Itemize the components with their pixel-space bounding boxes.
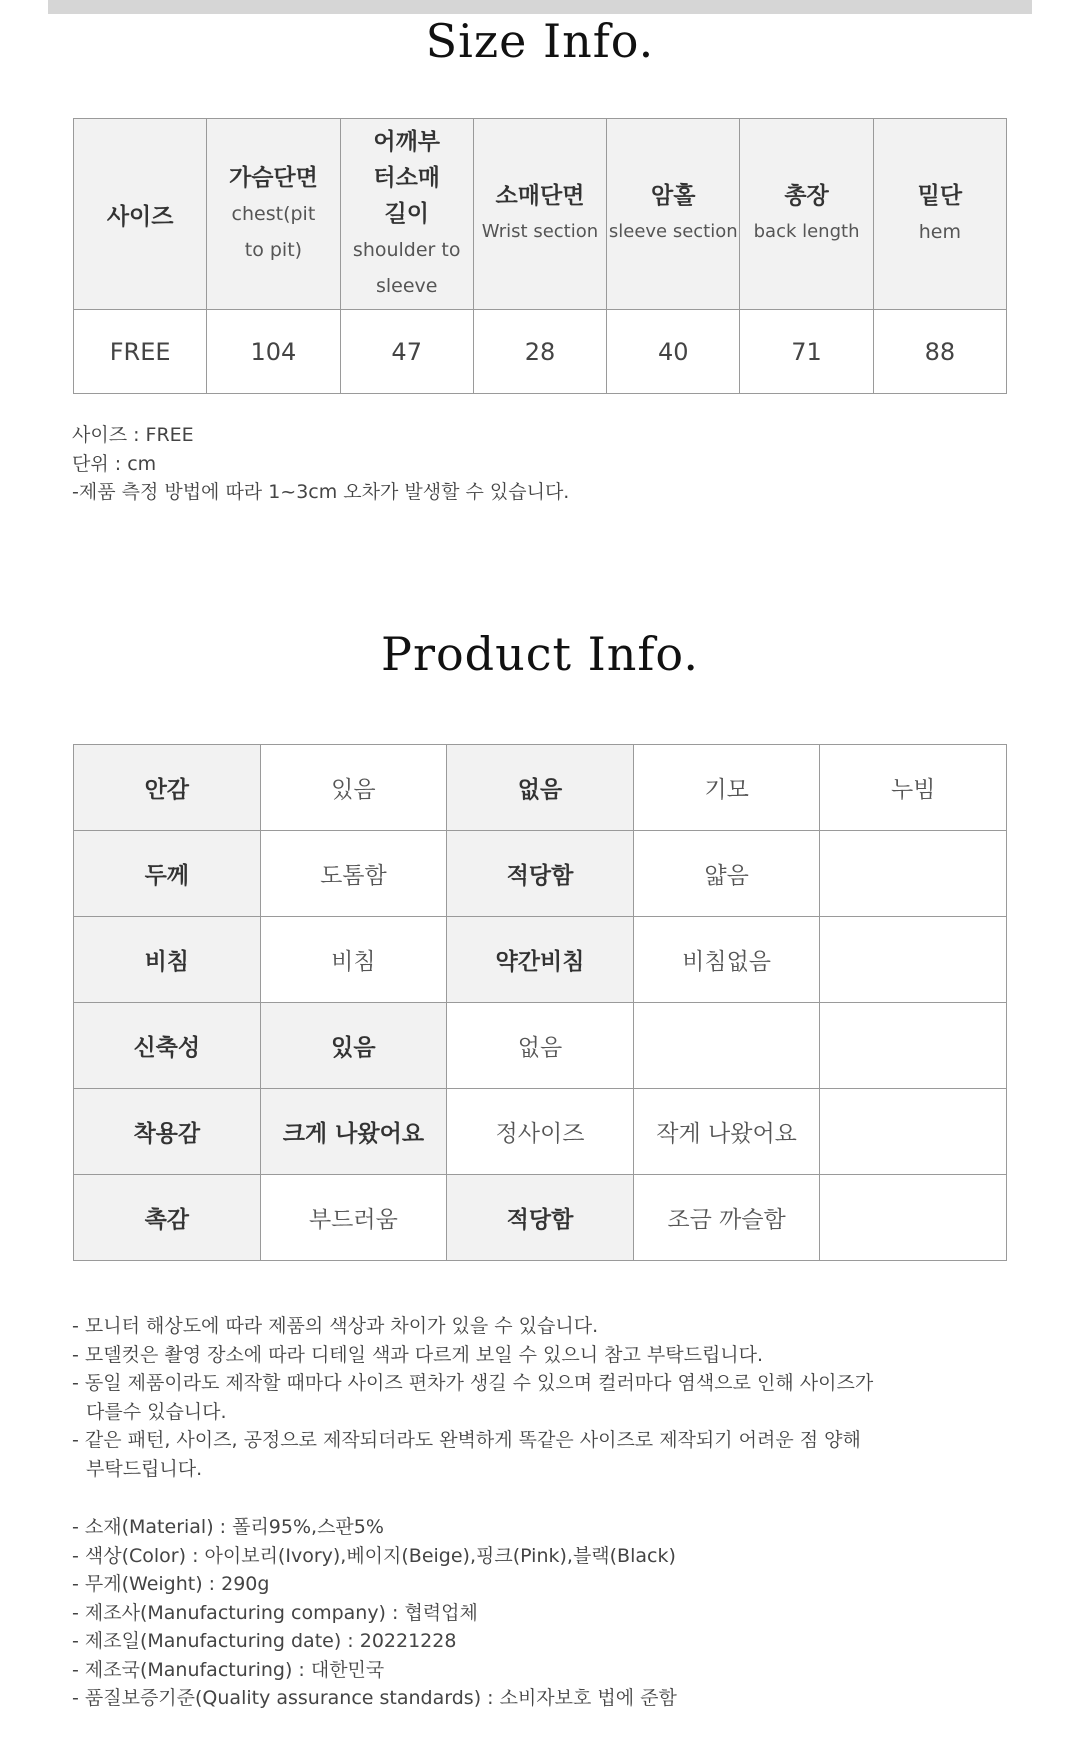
spec-line-quality-standard: - 품질보증기준(Quality assurance standards) : 소비자보호 법에 준함 bbox=[72, 1687, 677, 1709]
size-info-title: Size Info. bbox=[425, 14, 655, 68]
spec-line-material: - 소재(Material) : 폴리95%,스판5% bbox=[72, 1516, 384, 1538]
size-note-line: 사이즈 : FREE bbox=[72, 424, 194, 446]
size-note-line: 단위 : cm bbox=[72, 452, 157, 475]
product-row-option bbox=[820, 1003, 1007, 1089]
product-row-label: 비침 bbox=[74, 917, 261, 1003]
product-row-option: 없음 bbox=[447, 1003, 634, 1089]
spec-notes bbox=[72, 1513, 677, 1713]
size-header-hem: 밑단 hem bbox=[873, 119, 1006, 310]
product-row-option: 조금 까슬함 bbox=[633, 1175, 820, 1261]
product-row-option bbox=[633, 1003, 820, 1089]
size-table-header-row bbox=[74, 119, 1007, 310]
size-header-total-length: 총장 back length bbox=[740, 119, 873, 310]
caution-line: - 모니터 해상도에 따라 제품의 색상과 차이가 있을 수 있습니다. bbox=[72, 1315, 599, 1337]
product-table-row bbox=[74, 745, 1007, 831]
product-table-row bbox=[74, 831, 1007, 917]
product-table bbox=[73, 744, 1007, 1261]
size-note-line: -제품 측정 방법에 따라 1~3cm 오차가 발생할 수 있습니다. bbox=[72, 481, 570, 503]
caution-line: - 동일 제품이라도 제작할 때마다 사이즈 편차가 생길 수 있으며 컬러마다 염색으로 인해 사이즈가 bbox=[72, 1372, 874, 1394]
spec-line-color: - 색상(Color) : 아이보리(Ivory),베이지(Beige),핑크(Pink),블랙(Black) bbox=[72, 1544, 676, 1567]
size-value-armhole: 40 bbox=[607, 310, 740, 394]
product-row-label: 안감 bbox=[74, 745, 261, 831]
size-table bbox=[73, 118, 1007, 394]
size-value-hem: 88 bbox=[873, 310, 1006, 394]
product-row-option: 약간비침 bbox=[447, 917, 634, 1003]
size-header-chest: 가슴단면 chest(pit to pit) bbox=[207, 119, 340, 310]
product-row-label: 두께 bbox=[74, 831, 261, 917]
product-row-label: 촉감 bbox=[74, 1175, 261, 1261]
caution-line: 다를수 있습니다. bbox=[86, 1400, 227, 1423]
product-row-option bbox=[820, 917, 1007, 1003]
product-row-option: 있음 bbox=[260, 745, 447, 831]
product-row-option bbox=[820, 1089, 1007, 1175]
product-row-option: 정사이즈 bbox=[447, 1089, 634, 1175]
product-row-option: 있음 bbox=[260, 1003, 447, 1089]
spec-line-manufacture-date: - 제조일(Manufacturing date) : 20221228 bbox=[72, 1630, 457, 1652]
product-row-option: 기모 bbox=[633, 745, 820, 831]
size-value-shoulder-to-sleeve: 47 bbox=[340, 310, 473, 394]
product-row-option: 도톰함 bbox=[260, 831, 447, 917]
product-row-option bbox=[820, 1175, 1007, 1261]
product-row-option: 없음 bbox=[447, 745, 634, 831]
product-row-option: 적당함 bbox=[447, 831, 634, 917]
spec-line-manufacturer: - 제조사(Manufacturing company) : 협력업체 bbox=[72, 1601, 478, 1624]
product-row-option: 얇음 bbox=[633, 831, 820, 917]
size-value-wrist: 28 bbox=[473, 310, 606, 394]
size-header-armhole: 암홀 sleeve section bbox=[607, 119, 740, 310]
product-row-option: 크게 나왔어요 bbox=[260, 1089, 447, 1175]
caution-line: - 같은 패턴, 사이즈, 공정으로 제작되더라도 완벽하게 똑같은 사이즈로 제작되기 어려운 점 양해 bbox=[72, 1429, 861, 1451]
product-info-title: Product Info. bbox=[381, 627, 699, 681]
product-row-option: 비침 bbox=[260, 917, 447, 1003]
size-header-shoulder-to-sleeve: 어깨부터소매길이 shoulder to sleeve bbox=[340, 119, 473, 310]
caution-line: 부탁드립니다. bbox=[86, 1457, 203, 1480]
size-value-total-length: 71 bbox=[740, 310, 873, 394]
spec-line-weight: - 무게(Weight) : 290g bbox=[72, 1573, 270, 1595]
size-table-value-row bbox=[74, 310, 1007, 394]
product-table-row bbox=[74, 1089, 1007, 1175]
size-value-size: FREE bbox=[74, 310, 207, 394]
product-row-option: 누빔 bbox=[820, 745, 1007, 831]
product-table-row bbox=[74, 917, 1007, 1003]
product-table-row bbox=[74, 1175, 1007, 1261]
product-row-option: 부드러움 bbox=[260, 1175, 447, 1261]
product-row-label: 착용감 bbox=[74, 1089, 261, 1175]
spec-line-country: - 제조국(Manufacturing) : 대한민국 bbox=[72, 1658, 385, 1681]
size-notes bbox=[72, 421, 569, 507]
product-row-option: 작게 나왔어요 bbox=[633, 1089, 820, 1175]
caution-line: - 모델컷은 촬영 장소에 따라 디테일 색과 다르게 보일 수 있으니 참고 부탁드립니다. bbox=[72, 1343, 764, 1366]
product-table-row bbox=[74, 1003, 1007, 1089]
product-row-option: 비침없음 bbox=[633, 917, 820, 1003]
top-divider-bar bbox=[48, 0, 1032, 14]
caution-notes bbox=[72, 1312, 873, 1483]
product-row-label: 신축성 bbox=[74, 1003, 261, 1089]
size-header-wrist: 소매단면 Wrist section bbox=[473, 119, 606, 310]
size-value-chest: 104 bbox=[207, 310, 340, 394]
product-row-option bbox=[820, 831, 1007, 917]
size-header-size: 사이즈 bbox=[74, 119, 207, 310]
product-row-option: 적당함 bbox=[447, 1175, 634, 1261]
